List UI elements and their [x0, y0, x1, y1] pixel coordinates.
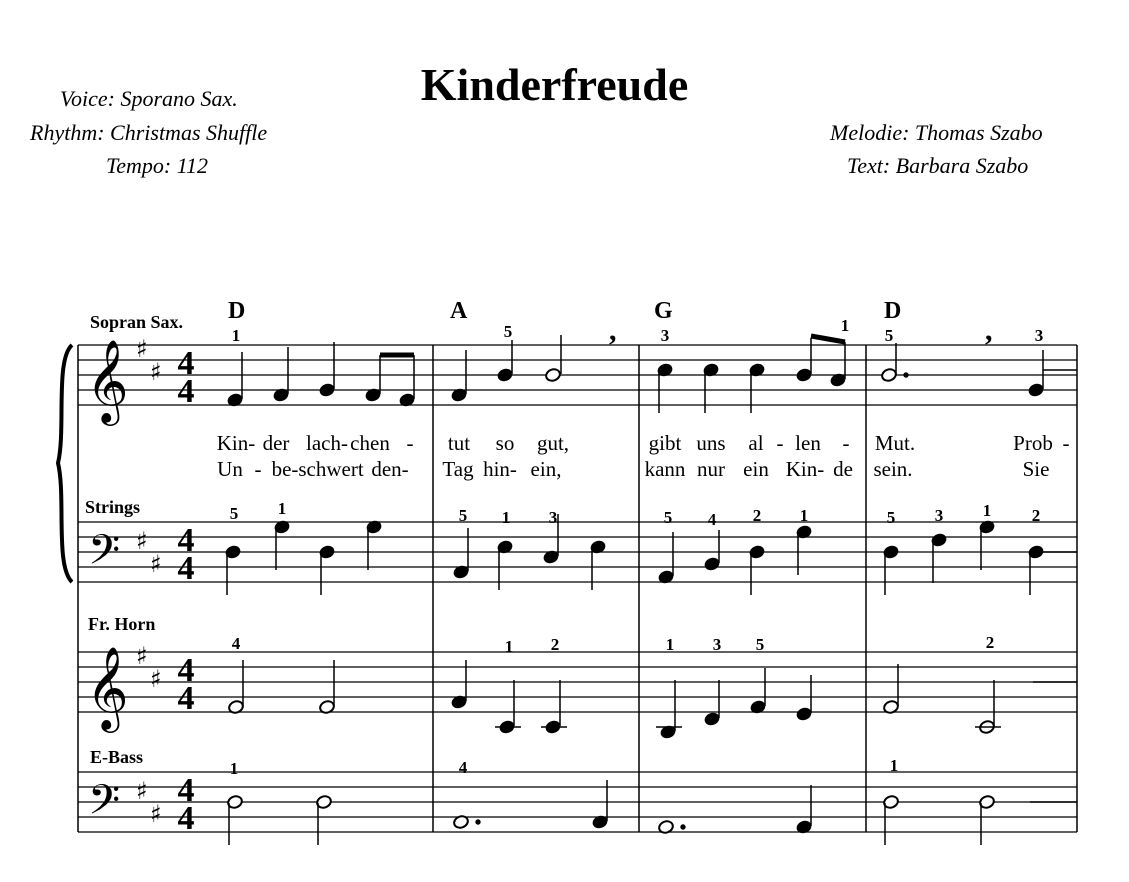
sharp-icon: ♯ [136, 777, 148, 805]
lyric-syllable: Un [217, 457, 243, 481]
fingering: 1 [889, 756, 899, 775]
lyric-syllable: - [1062, 431, 1070, 455]
fingering: 5 [755, 635, 765, 654]
time-sig-top: 4 [177, 345, 195, 382]
notes-strings [225, 514, 1077, 595]
brace [58, 345, 72, 582]
staff-name-strings: Strings [85, 497, 141, 517]
sharp-icon: ♯ [150, 550, 162, 578]
fingerings-bass [230, 756, 899, 778]
lyric-syllable: Tag [442, 457, 474, 481]
fingering: 5 [458, 506, 468, 525]
lyric-syllable: Mut. [874, 431, 916, 455]
lyric-syllable: hin- [483, 457, 517, 481]
chord-symbol: D [884, 298, 902, 324]
lyric-syllable: gibt [648, 431, 682, 455]
lyric-syllable: Kin- [216, 431, 256, 455]
breath-mark-icon: , [985, 314, 993, 347]
fingering: 5 [229, 504, 239, 523]
lyric-syllable: gut, [536, 431, 570, 455]
notes-horn [228, 660, 1077, 740]
fingering: 1 [840, 316, 850, 335]
fingerings-strings [230, 499, 1041, 529]
rhythm-info: Rhythm: Christmas Shuffle [30, 120, 268, 145]
notes-sopran [227, 335, 1077, 413]
lyric-syllable: Sie [1022, 457, 1050, 481]
lyric-syllable: kann [644, 457, 686, 481]
staff-name-sopran: Sopran Sax. [90, 312, 184, 332]
lyric-syllable: len [795, 431, 821, 455]
time-sig-top: 4 [177, 772, 195, 809]
fingering: 3 [712, 635, 722, 654]
chord-symbol: A [450, 298, 468, 324]
lyric-syllable: schwert [298, 457, 364, 481]
fingering: 2 [985, 633, 995, 652]
lyric-syllable: so [495, 431, 515, 455]
staff-name-horn: Fr. Horn [88, 614, 156, 634]
lyric-syllable: nur [697, 457, 725, 481]
chord-symbol: D [228, 298, 246, 324]
tempo-info: Tempo: 112 [106, 153, 209, 178]
treble-clef-icon: 𝄞 [86, 645, 129, 729]
staff-name-bass: E-Bass [90, 747, 144, 767]
fingering: 3 [934, 506, 944, 525]
fingering: 5 [886, 508, 896, 527]
time-sig-bottom: 4 [177, 550, 195, 587]
fingering: 5 [663, 508, 673, 527]
lyric-syllable: sein. [873, 457, 913, 481]
fingering: 3 [660, 326, 670, 345]
lyric-syllable: ein [743, 457, 769, 481]
fingering: 1 [231, 326, 241, 345]
sharp-icon: ♯ [136, 642, 148, 670]
barlines [78, 345, 1077, 832]
chord-symbols [228, 298, 901, 324]
fingering: 4 [231, 634, 241, 653]
sharp-icon: ♯ [150, 665, 162, 693]
staff-lines [78, 345, 1077, 832]
lyric-syllable: - [406, 431, 414, 455]
lyric-syllable: - [842, 431, 850, 455]
lyric-syllable: den- [371, 457, 409, 481]
lyrics-verse-1 [217, 431, 1070, 455]
song-title: Kinderfreude [420, 59, 689, 110]
lyric-syllable: de [833, 457, 853, 481]
lyric-syllable: be- [271, 457, 299, 481]
lyric-syllable: chen [350, 431, 390, 455]
time-sig-top: 4 [177, 522, 195, 559]
bass-clef-icon: 𝄢 [88, 776, 121, 834]
time-sig-bottom: 4 [177, 680, 195, 717]
text-credit: Text: Barbara Szabo [847, 153, 1029, 178]
lyric-syllable: tut [447, 431, 471, 455]
fingering: 5 [503, 322, 513, 341]
time-sig-bottom: 4 [177, 800, 195, 837]
time-sig-top: 4 [177, 652, 195, 689]
fingering: 4 [458, 758, 468, 777]
lyrics-verse-2 [217, 457, 1049, 481]
lyric-syllable: al [748, 431, 764, 455]
lyric-syllable: Kin- [785, 457, 825, 481]
fingering: 1 [982, 501, 992, 520]
fingering: 1 [277, 499, 287, 518]
lyric-syllable: uns [696, 431, 726, 455]
lyric-syllable: ein, [530, 457, 562, 481]
lyric-syllable: - [776, 431, 784, 455]
fingering: 2 [1031, 506, 1041, 525]
fingering: 4 [707, 510, 717, 529]
sharp-icon: ♯ [150, 358, 162, 386]
lyric-syllable: lach- [306, 431, 348, 455]
fingering: 1 [504, 637, 514, 656]
fingering: 1 [501, 508, 511, 527]
time-signatures [178, 345, 195, 837]
sharp-icon: ♯ [136, 527, 148, 555]
fingering: 3 [1034, 326, 1044, 345]
time-sig-bottom: 4 [177, 373, 195, 410]
fingerings-sopran [232, 316, 1044, 345]
fingering: 1 [229, 759, 239, 778]
fingering: 3 [548, 508, 558, 527]
lyric-syllable: Prob [1013, 431, 1053, 455]
fingering: 1 [799, 506, 809, 525]
fingering: 2 [550, 635, 560, 654]
fingering: 2 [752, 506, 762, 525]
lyric-syllable: der [262, 431, 290, 455]
bass-clef-icon: 𝄢 [88, 526, 121, 584]
sharp-icon: ♯ [136, 335, 148, 363]
notes-bass [227, 780, 1077, 845]
chord-symbol: G [654, 298, 673, 324]
fingering: 5 [884, 326, 894, 345]
breath-mark-icon: , [609, 314, 617, 347]
lyric-syllable: - [254, 457, 262, 481]
melody-credit: Melodie: Thomas Szabo [830, 120, 1043, 145]
fingering: 1 [665, 635, 675, 654]
sharp-icon: ♯ [150, 800, 162, 828]
treble-clef-icon: 𝄞 [86, 338, 129, 422]
voice-info: Voice: Sporano Sax. [60, 86, 238, 111]
